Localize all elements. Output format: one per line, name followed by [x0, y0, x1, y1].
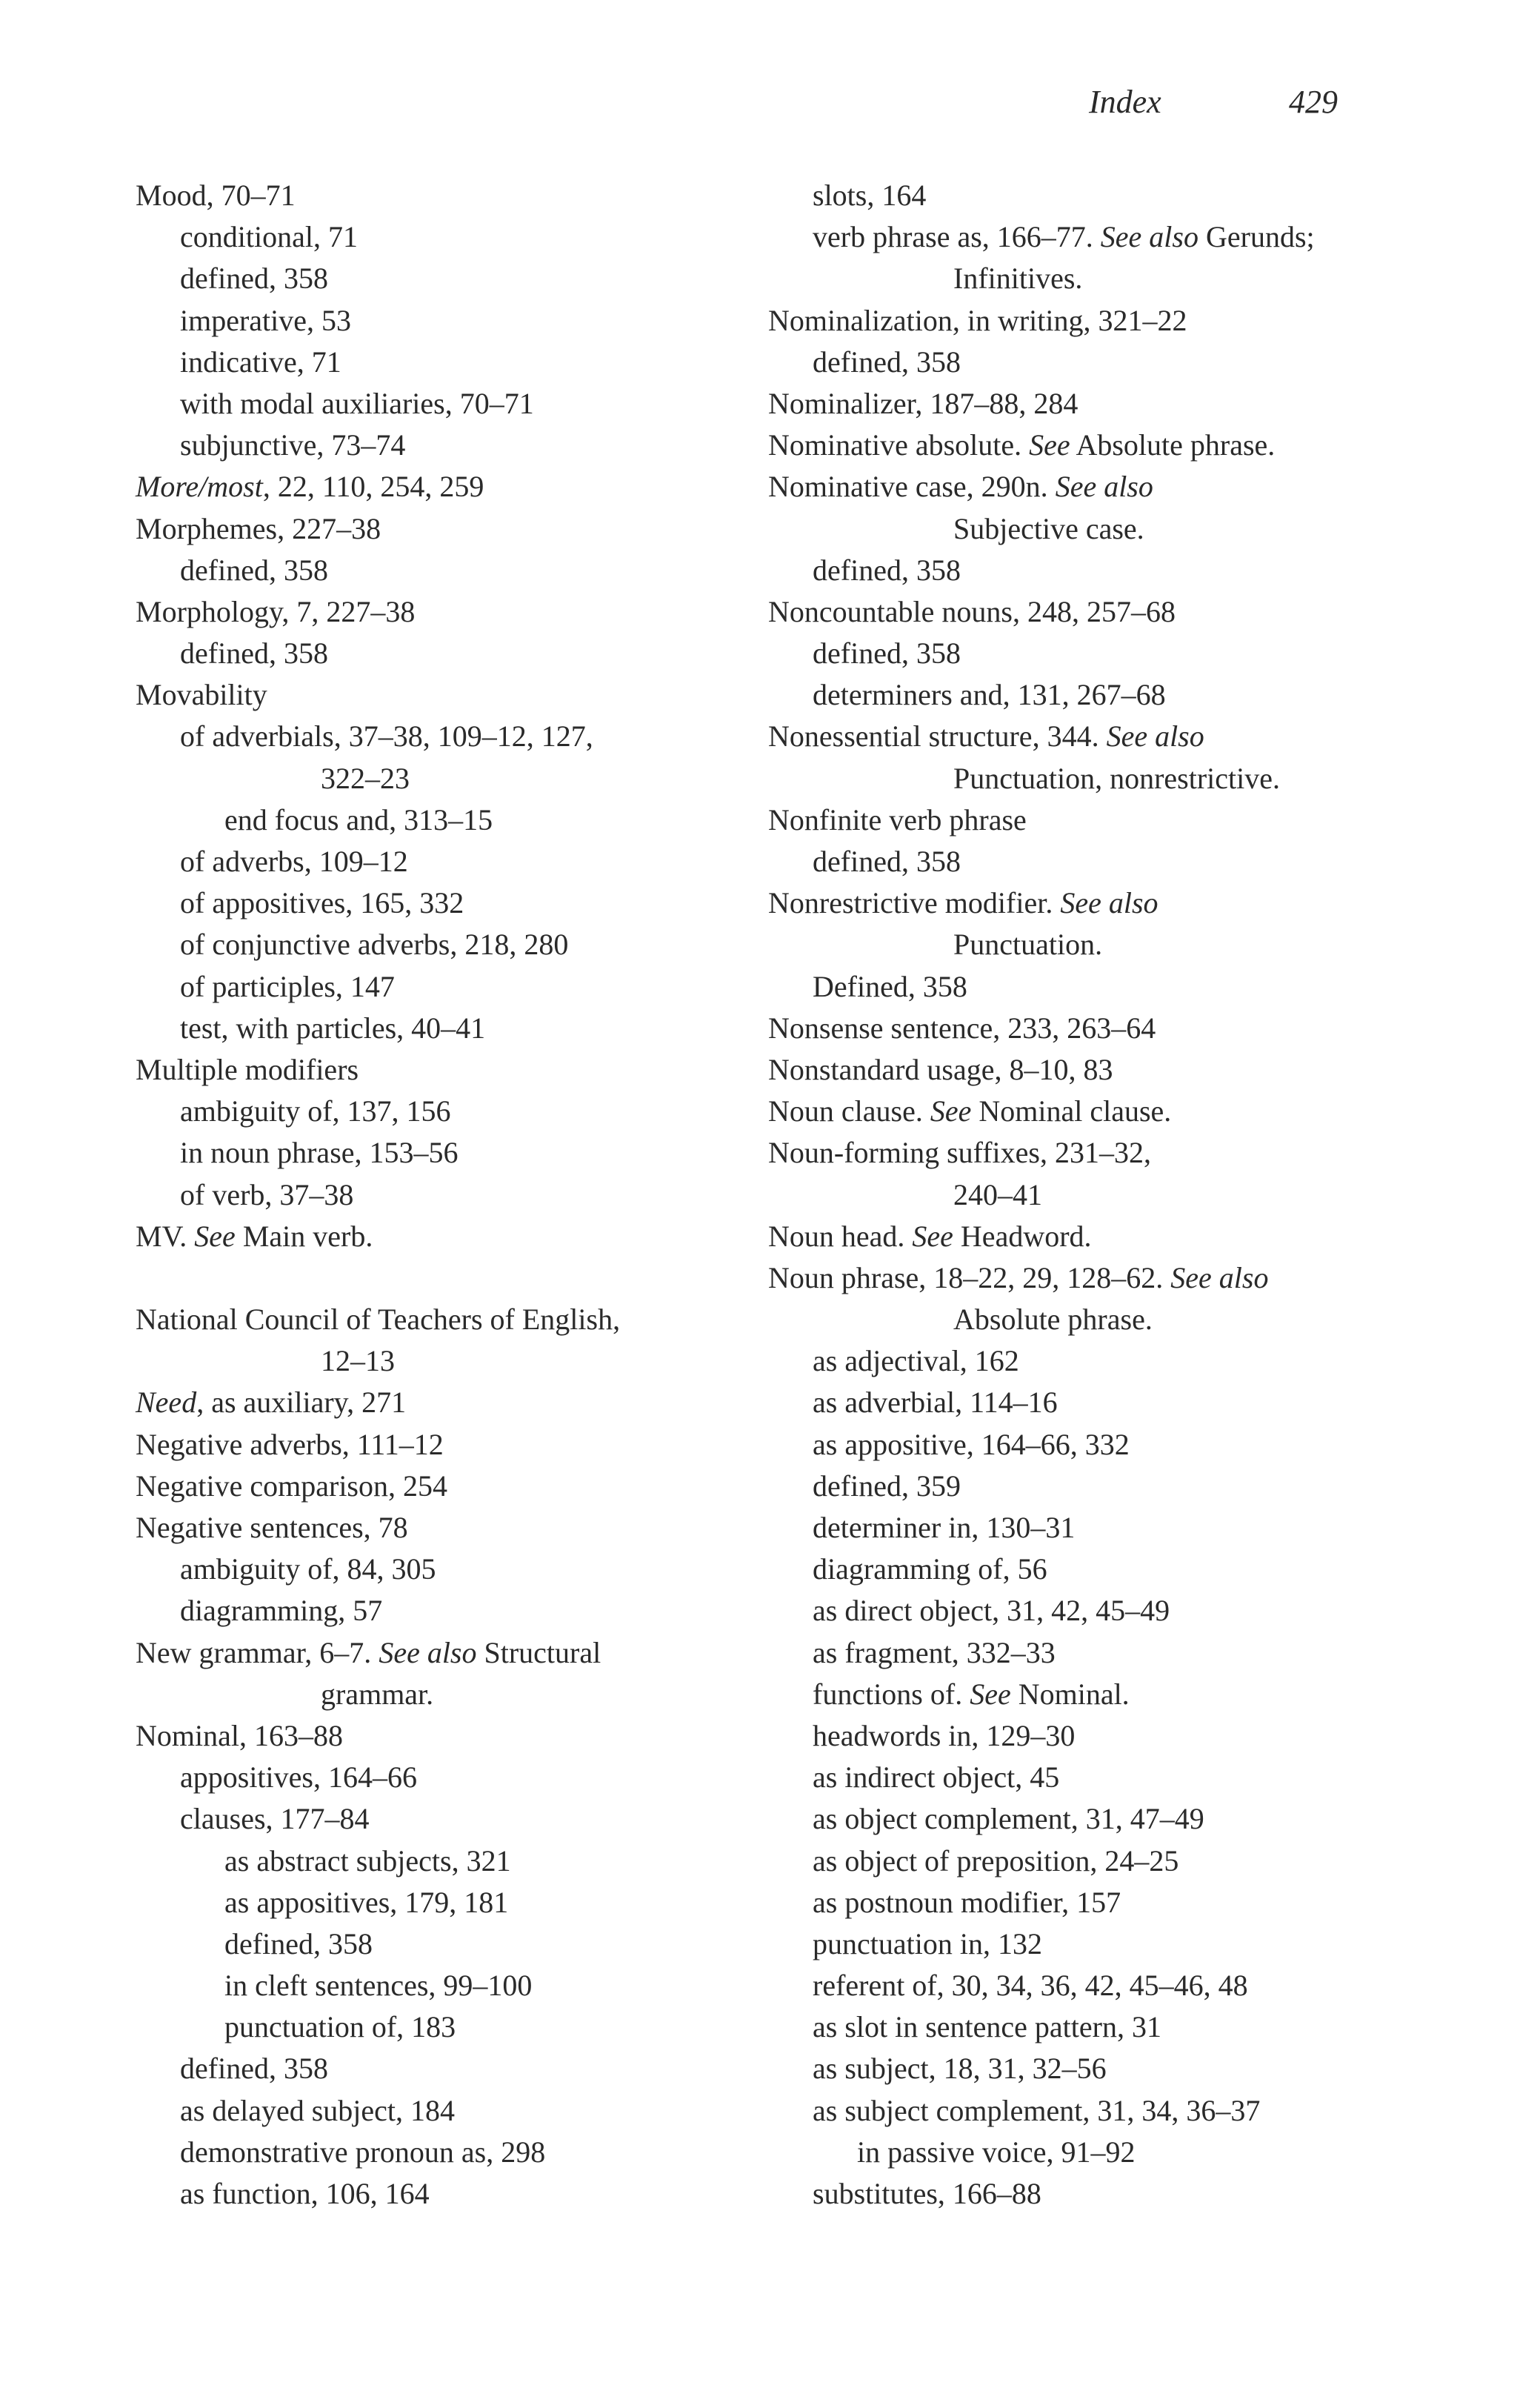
index-text: ambiguity of, 84, 305	[180, 1552, 436, 1586]
index-text: 240–41	[953, 1177, 1042, 1211]
index-text: Negative adverbs, 111–12	[136, 1427, 444, 1461]
index-subentry	[768, 1798, 1420, 1840]
index-text: defined, 358	[180, 262, 328, 296]
index-text: functions of.	[813, 1677, 970, 1711]
index-entry	[136, 1382, 728, 1423]
index-subentry	[136, 2173, 728, 2215]
index-text: defined, 358	[813, 636, 961, 671]
index-text: Subjective case.	[953, 511, 1144, 545]
index-text: as adverbial, 114–16	[813, 1386, 1058, 1420]
index-subentry	[768, 1382, 1420, 1423]
index-text: diagramming of, 56	[813, 1552, 1047, 1586]
index-text: Defined, 358	[813, 969, 967, 1003]
index-column-right	[768, 175, 1420, 2215]
index-text: as fragment, 332–33	[813, 1635, 1056, 1669]
cross-reference-label: More/most	[136, 470, 263, 504]
index-subentry	[768, 1174, 1420, 1216]
index-entry	[136, 591, 728, 633]
index-subentry	[136, 1091, 728, 1132]
index-text: headwords in, 129–30	[813, 1718, 1076, 1752]
index-text: Noncountable nouns, 248, 257–68	[768, 594, 1176, 628]
index-text: 322–23	[321, 761, 410, 795]
index-text: as delayed subject, 184	[180, 2093, 455, 2127]
index-text: Morphemes, 227–38	[136, 511, 381, 545]
index-text: with modal auxiliaries, 70–71	[180, 386, 534, 420]
index-entry	[136, 1715, 728, 1757]
index-subentry	[768, 841, 1420, 882]
index-text: subjunctive, 73–74	[180, 428, 406, 462]
cross-reference-label: See also	[1060, 886, 1158, 920]
cross-reference-label: See	[970, 1677, 1011, 1711]
index-text: Absolute phrase.	[1070, 428, 1276, 462]
index-entry	[768, 882, 1420, 924]
index-column-left	[136, 175, 728, 2215]
cross-reference-label: See also	[1055, 470, 1153, 504]
index-text: indicative, 71	[180, 345, 341, 379]
index-text: National Council of Teachers of English,	[136, 1303, 621, 1337]
index-text: as appositives, 179, 181	[224, 1885, 509, 1919]
index-text: end focus and, 313–15	[224, 802, 493, 837]
index-text: Movability	[136, 678, 267, 712]
index-text: defined, 358	[180, 2052, 328, 2086]
index-subentry	[136, 258, 728, 299]
index-subentry	[768, 2132, 1420, 2173]
index-entry	[136, 1424, 728, 1466]
index-subentry	[136, 342, 728, 383]
index-subentry	[136, 550, 728, 591]
index-text: Structural	[476, 1635, 601, 1669]
index-subentry	[136, 1840, 728, 1882]
index-subentry	[768, 1757, 1420, 1798]
index-text: diagramming, 57	[180, 1594, 383, 1628]
index-subentry	[136, 1590, 728, 1632]
index-subentry	[768, 550, 1420, 591]
index-subentry	[768, 633, 1420, 674]
index-text: in noun phrase, 153–56	[180, 1136, 459, 1170]
running-head-title: Index	[1089, 84, 1161, 120]
index-subentry	[768, 1590, 1420, 1632]
index-subentry	[136, 633, 728, 674]
index-text: defined, 358	[813, 553, 961, 587]
index-text: New grammar, 6–7.	[136, 1635, 379, 1669]
index-entry	[768, 300, 1420, 342]
index-subentry	[768, 966, 1420, 1008]
index-subentry	[136, 2006, 728, 2048]
index-text: punctuation of, 183	[224, 2010, 456, 2044]
index-entry	[136, 1049, 728, 1091]
index-text: conditional, 71	[180, 220, 358, 254]
index-entry	[768, 799, 1420, 841]
index-text: Negative comparison, 254	[136, 1469, 447, 1503]
index-text: as function, 106, 164	[180, 2177, 430, 2210]
index-text: imperative, 53	[180, 303, 352, 337]
cross-reference-label: See also	[1100, 220, 1198, 254]
index-subentry	[136, 1757, 728, 1798]
index-text: Nonessential structure, 344.	[768, 719, 1107, 754]
index-text: determiner in, 130–31	[813, 1511, 1076, 1544]
index-text: Noun-forming suffixes, 231–32,	[768, 1136, 1151, 1170]
cross-reference-label: See	[194, 1219, 236, 1253]
index-text: MV.	[136, 1219, 195, 1253]
cross-reference-label: See	[912, 1219, 953, 1253]
index-text: , 22, 110, 254, 259	[262, 470, 484, 504]
index-text: of adverbs, 109–12	[180, 845, 408, 878]
index-text: Nominalizer, 187–88, 284	[768, 386, 1078, 420]
index-text: test, with particles, 40–41	[180, 1011, 486, 1045]
index-entry	[136, 466, 728, 508]
cross-reference-label: Need	[136, 1386, 197, 1420]
index-text: of participles, 147	[180, 969, 395, 1003]
index-text: demonstrative pronoun as, 298	[180, 2135, 546, 2169]
index-entry	[136, 674, 728, 716]
cross-reference-label: See	[930, 1094, 972, 1128]
index-entry	[136, 1466, 728, 1507]
index-text: verb phrase as, 166–77.	[813, 220, 1101, 254]
index-entry	[136, 1299, 728, 1340]
index-subentry	[768, 216, 1420, 258]
index-subentry	[136, 924, 728, 965]
index-subentry	[768, 1632, 1420, 1674]
index-text: Morphology, 7, 227–38	[136, 594, 416, 628]
index-subentry	[136, 216, 728, 258]
index-text: Nominalization, in writing, 321–22	[768, 303, 1187, 337]
index-entry	[768, 591, 1420, 633]
index-subentry	[768, 342, 1420, 383]
index-subentry	[136, 1965, 728, 2006]
index-text: as adjectival, 162	[813, 1344, 1019, 1378]
index-text: Punctuation.	[953, 928, 1103, 962]
index-subentry	[768, 2006, 1420, 2048]
index-text: , as auxiliary, 271	[196, 1386, 407, 1420]
index-subentry	[136, 1882, 728, 1923]
index-subentry	[768, 1715, 1420, 1757]
index-entry	[768, 1132, 1420, 1174]
index-subentry	[136, 882, 728, 924]
index-subentry	[768, 1882, 1420, 1923]
index-text: Nominal clause.	[971, 1094, 1172, 1128]
index-text: defined, 359	[813, 1469, 961, 1503]
index-subentry	[136, 1340, 728, 1382]
index-text: Main verb.	[235, 1219, 373, 1253]
index-text: Noun phrase, 18–22, 29, 128–62.	[768, 1260, 1171, 1294]
index-subentry	[768, 1674, 1420, 1715]
index-text: as indirect object, 45	[813, 1760, 1060, 1795]
index-text: as subject complement, 31, 34, 36–37	[813, 2093, 1261, 2127]
index-text: Multiple modifiers	[136, 1052, 359, 1086]
index-subentry	[768, 1424, 1420, 1466]
index-text: substitutes, 166–88	[813, 2177, 1041, 2210]
index-subentry	[136, 1132, 728, 1174]
cross-reference-label: See also	[379, 1635, 477, 1669]
index-subentry	[136, 799, 728, 841]
index-entry	[768, 1257, 1420, 1299]
index-subentry	[136, 425, 728, 466]
index-subentry	[768, 2090, 1420, 2132]
index-text: punctuation in, 132	[813, 1926, 1042, 1960]
index-entry	[768, 1049, 1420, 1091]
index-text: 12–13	[321, 1344, 395, 1378]
index-text: as direct object, 31, 42, 45–49	[813, 1594, 1170, 1628]
index-subentry	[136, 1008, 728, 1049]
index-entry	[136, 175, 728, 216]
index-text: defined, 358	[813, 845, 961, 878]
index-subentry	[136, 841, 728, 882]
index-text: determiners and, 131, 267–68	[813, 678, 1166, 712]
index-subentry	[768, 1299, 1420, 1340]
index-subentry	[136, 2048, 728, 2089]
index-text: defined, 358	[180, 553, 328, 587]
index-subentry	[768, 1965, 1420, 2006]
cross-reference-label: See also	[1170, 1260, 1269, 1294]
index-subentry	[136, 1798, 728, 1840]
index-entry	[768, 466, 1420, 508]
index-text: as object of preposition, 24–25	[813, 1843, 1179, 1877]
index-entry	[768, 1091, 1420, 1132]
index-text: in passive voice, 91–92	[857, 2135, 1136, 2169]
index-subentry	[768, 1507, 1420, 1549]
index-entry	[768, 716, 1420, 757]
index-subentry	[136, 1174, 728, 1216]
index-text: ambiguity of, 137, 156	[180, 1094, 451, 1128]
index-text: of verb, 37–38	[180, 1177, 354, 1211]
index-text: of conjunctive adverbs, 218, 280	[180, 928, 569, 962]
index-text: Absolute phrase.	[953, 1303, 1153, 1337]
index-subentry	[768, 924, 1420, 965]
index-subentry	[136, 1674, 728, 1715]
index-text: Infinitives.	[953, 262, 1083, 296]
index-text: Noun clause.	[768, 1094, 930, 1128]
index-entry	[768, 1216, 1420, 1257]
index-subentry	[768, 2173, 1420, 2215]
index-text: Nominal.	[1010, 1677, 1130, 1711]
index-subentry	[136, 1549, 728, 1590]
running-header	[0, 83, 1517, 127]
index-subentry	[768, 674, 1420, 716]
index-text: Gerunds;	[1198, 220, 1315, 254]
index-subentry	[768, 508, 1420, 550]
index-subentry	[768, 175, 1420, 216]
index-text: Noun head.	[768, 1219, 913, 1253]
index-text: Nonrestrictive modifier.	[768, 886, 1061, 920]
index-text: as object complement, 31, 47–49	[813, 1802, 1204, 1836]
index-subentry	[136, 758, 728, 799]
index-text: clauses, 177–84	[180, 1802, 370, 1836]
index-text: Mood, 70–71	[136, 179, 296, 212]
index-text: as postnoun modifier, 157	[813, 1885, 1121, 1919]
index-text: as abstract subjects, 321	[224, 1843, 511, 1877]
index-text: defined, 358	[224, 1926, 373, 1960]
index-subentry	[136, 1923, 728, 1965]
index-text: Nonfinite verb phrase	[768, 802, 1027, 837]
index-subentry	[768, 258, 1420, 299]
index-entry	[136, 1507, 728, 1549]
index-entry	[768, 425, 1420, 466]
index-text: in cleft sentences, 99–100	[224, 1969, 533, 2003]
index-text: Punctuation, nonrestrictive.	[953, 761, 1281, 795]
index-subentry	[136, 716, 728, 757]
index-text: Nominal, 163–88	[136, 1718, 343, 1752]
index-subentry	[768, 1923, 1420, 1965]
index-text: Negative sentences, 78	[136, 1511, 408, 1544]
index-text: defined, 358	[813, 345, 961, 379]
index-entry	[136, 508, 728, 550]
cross-reference-label: See	[1029, 428, 1070, 462]
index-subentry	[136, 2132, 728, 2173]
index-subentry	[768, 1340, 1420, 1382]
index-subentry	[768, 1466, 1420, 1507]
index-subentry	[136, 966, 728, 1008]
index-text: defined, 358	[180, 636, 328, 671]
index-text: Nominative absolute.	[768, 428, 1030, 462]
index-entry	[768, 383, 1420, 425]
index-subentry	[768, 1840, 1420, 1882]
index-text: grammar.	[321, 1677, 434, 1711]
index-text: slots, 164	[813, 179, 927, 212]
index-entry	[136, 1216, 728, 1257]
index-subentry	[136, 2090, 728, 2132]
index-text: Headword.	[953, 1219, 1092, 1253]
index-subentry	[768, 1549, 1420, 1590]
section-gap	[136, 1257, 728, 1299]
index-entry	[768, 1008, 1420, 1049]
index-text: Nonsense sentence, 233, 263–64	[768, 1011, 1156, 1045]
index-text: as appositive, 164–66, 332	[813, 1427, 1130, 1461]
index-subentry	[136, 383, 728, 425]
index-text: referent of, 30, 34, 36, 42, 45–46, 48	[813, 1969, 1248, 2003]
index-entry	[136, 1632, 728, 1674]
index-subentry	[768, 2048, 1420, 2089]
index-subentry	[768, 758, 1420, 799]
index-text: appositives, 164–66	[180, 1760, 417, 1795]
index-text: as slot in sentence pattern, 31	[813, 2010, 1161, 2044]
cross-reference-label: See also	[1106, 719, 1204, 754]
index-text: of adverbials, 37–38, 109–12, 127,	[180, 719, 593, 754]
index-subentry	[136, 300, 728, 342]
index-text: Nominative case, 290n.	[768, 470, 1056, 504]
index-text: Nonstandard usage, 8–10, 83	[768, 1052, 1113, 1086]
index-text: of appositives, 165, 332	[180, 886, 464, 920]
page-number: 429	[1289, 84, 1338, 120]
index-text: as subject, 18, 31, 32–56	[813, 2052, 1107, 2086]
